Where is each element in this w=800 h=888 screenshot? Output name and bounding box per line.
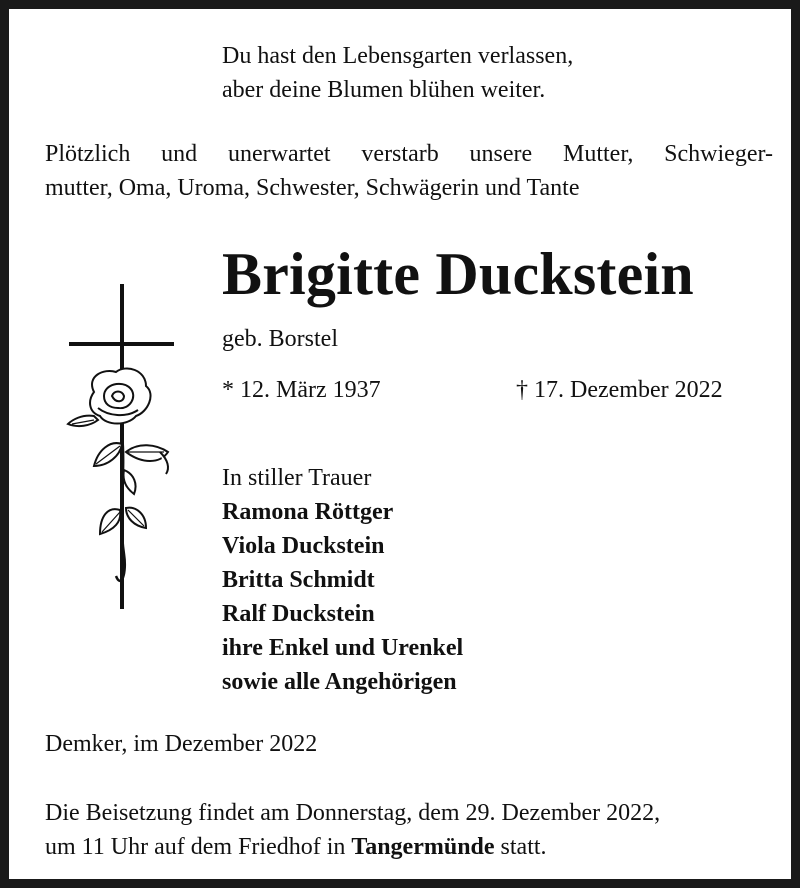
mourners-list: [222, 461, 463, 699]
maiden-name: geb. Borstel: [222, 326, 338, 352]
memorial-verse: [222, 39, 573, 107]
mourner-name: Viola Duckstein: [222, 533, 385, 559]
mourner-name: sowie alle Angehörigen: [222, 669, 457, 695]
place-and-date: Demker, im Dezember 2022: [45, 731, 318, 757]
mourner-name: Ramona Röttger: [222, 499, 394, 525]
mourner-name: Ralf Duckstein: [222, 601, 375, 627]
announcement-text: [45, 137, 773, 205]
death-date: † 17. Dezember 2022: [516, 377, 723, 403]
deceased-name: Brigitte Duckstein: [222, 241, 694, 307]
announcement-line-2: mutter, Oma, Uroma, Schwester, Schwägerin und Tante: [45, 175, 580, 201]
verse-line-1: Du hast den Lebensgarten verlassen,: [222, 43, 574, 69]
funeral-line-2-prefix: um 11 Uhr auf dem Friedhof in: [45, 834, 352, 860]
funeral-line-2-suffix: statt.: [494, 834, 547, 860]
mourner-name: ihre Enkel und Urenkel: [222, 635, 464, 661]
cross-with-rose-icon: [64, 284, 179, 614]
birth-date: * 12. März 1937: [222, 377, 381, 403]
funeral-line-2: [45, 830, 660, 864]
funeral-line-1: Die Beisetzung findet am Donnerstag, dem 29. Dezember 2022,: [45, 800, 661, 826]
mourner-name: Britta Schmidt: [222, 567, 375, 593]
funeral-location: Tangermünde: [351, 834, 495, 860]
funeral-details: [45, 796, 660, 864]
verse-line-2: aber deine Blumen blühen weiter.: [222, 77, 546, 103]
announcement-line-1: Plötzlich und unerwartet verstarb unsere Mutter, Schwieger-: [45, 141, 773, 167]
mourners-lead: In stiller Trauer: [222, 465, 372, 491]
